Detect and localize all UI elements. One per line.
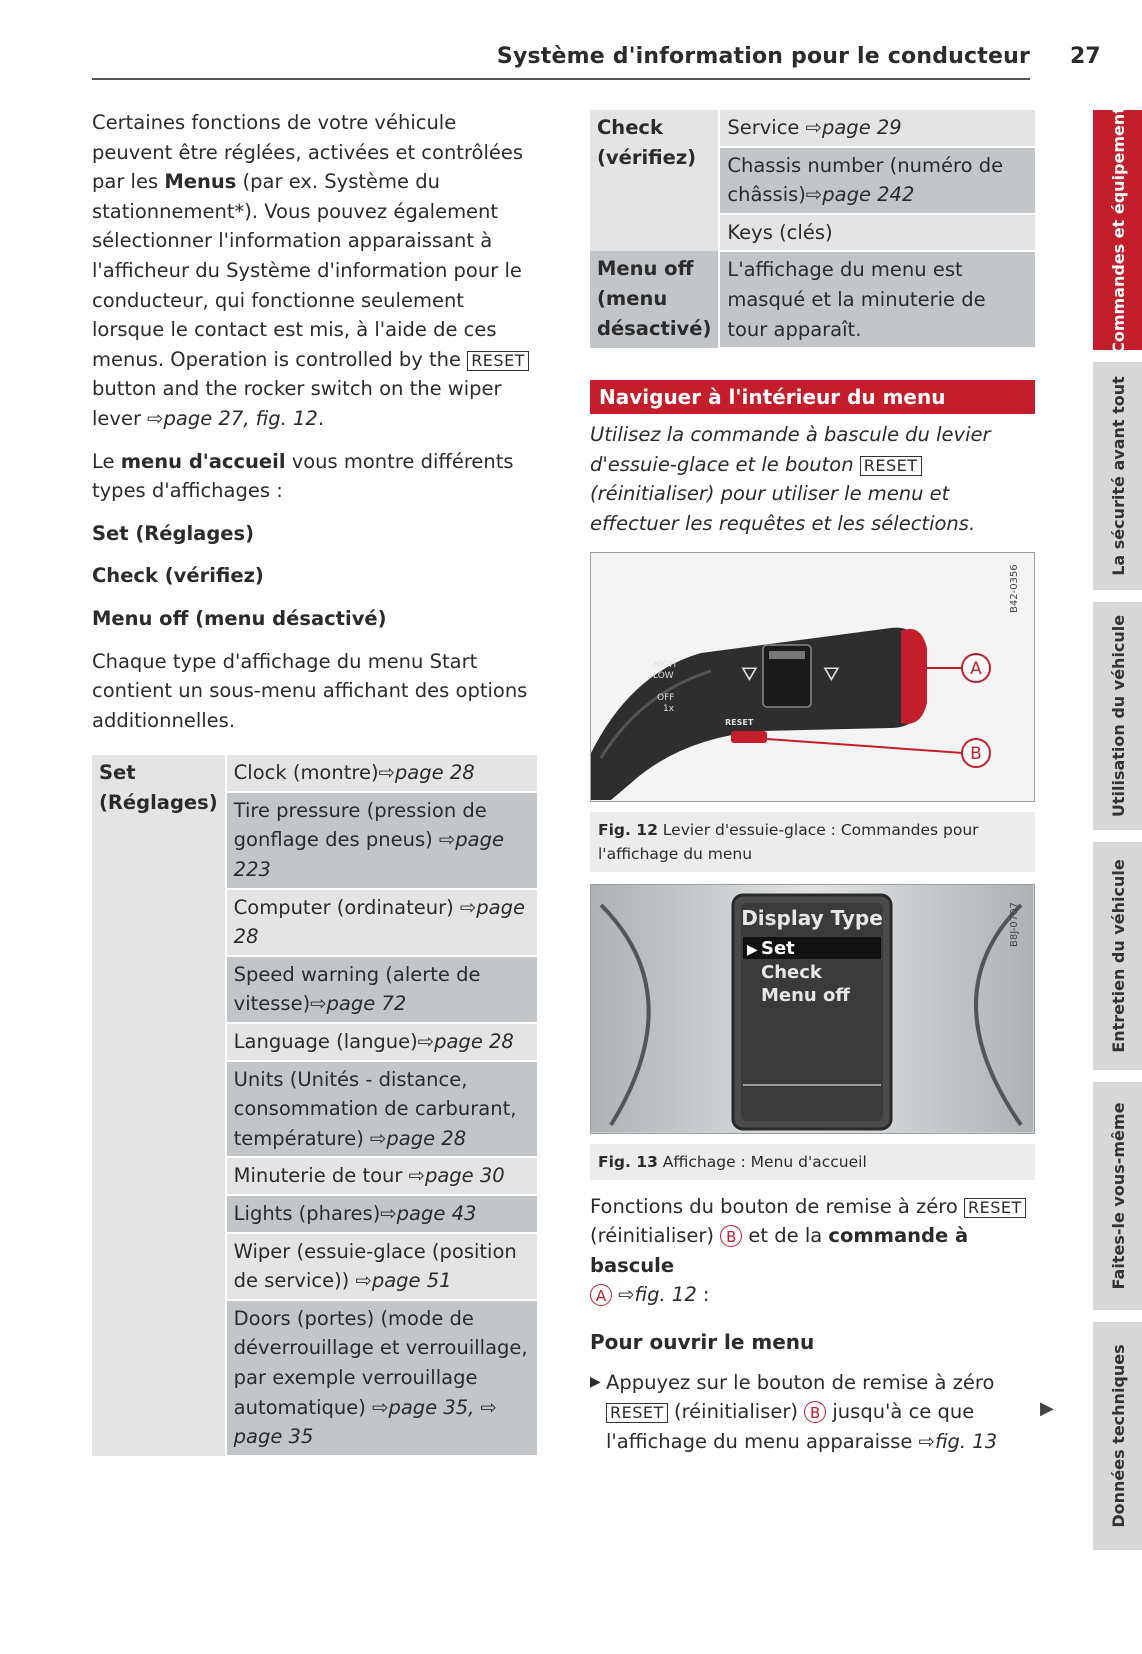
right-column xyxy=(590,110,1035,1469)
table-row: Service ⇨page 29 xyxy=(719,110,1035,147)
tab-entretien[interactable]: Entretien du véhicule xyxy=(1093,842,1142,1070)
display-illustration xyxy=(591,885,1033,1132)
page-number: 27 xyxy=(1070,44,1101,69)
table-row: Wiper (essuie-glace (position de service)) ⇨page 51 xyxy=(226,1233,537,1300)
figure-caption: Fig. 13 Affichage : Menu d'accueil xyxy=(590,1144,1035,1180)
reset-key: RESET xyxy=(964,1198,1026,1218)
page-ref-link[interactable]: page 27, fig. 12 xyxy=(163,406,318,430)
onex-label: 1x xyxy=(663,703,675,714)
table-row: L'affichage du menu est masqué et la minuterie de tour apparaît. xyxy=(719,251,1035,348)
bullet-triangle-icon: ▶ xyxy=(590,1373,601,1390)
nav-intro: Utilisez la commande à bascule du levier d'essuie-glace et le bouton RESET (réinitialiser) pour utiliser le menu et effectuer les requêtes et les sélections. xyxy=(590,423,991,535)
table-row: Minuterie de tour ⇨page 30 xyxy=(226,1157,537,1195)
wiper-lever-illustration xyxy=(591,553,1033,800)
callout-b: B xyxy=(970,743,982,764)
reset-key: RESET xyxy=(860,456,922,476)
menu-off-key: Menu off (menu désactivé) xyxy=(590,251,719,348)
tab-commandes[interactable]: Commandes et équipement xyxy=(1093,110,1142,350)
tab-donnees[interactable]: Données techniques xyxy=(1093,1322,1142,1550)
fig-ref-link[interactable]: fig. 12 xyxy=(634,1283,697,1307)
header-rule xyxy=(92,78,1030,80)
table-row: Chassis number (numéro de châssis)⇨page 242 xyxy=(719,147,1035,214)
callout-a-icon: A xyxy=(590,1284,612,1306)
reset-button-label: RESET xyxy=(725,717,754,727)
svg-text:⛛: ⛛ xyxy=(823,661,840,686)
table-row: Lights (phares)⇨page 43 xyxy=(226,1195,537,1233)
check-table-key: Check (vérifiez) xyxy=(590,110,719,251)
tab-securite[interactable]: La sécurité avant tout xyxy=(1093,362,1142,590)
table-row: Tire pressure (pression de gonflage des pneus) ⇨page 223 xyxy=(226,792,537,889)
figure-wiper-lever xyxy=(590,552,1035,802)
check-options-table xyxy=(590,110,1035,349)
subheading-check: Check (vérifiez) xyxy=(92,564,264,588)
display-item-check: Check xyxy=(761,961,822,983)
table-row: Units (Unités - distance, consommation de carburant, température) ⇨page 28 xyxy=(226,1061,537,1158)
figure-display-type xyxy=(590,884,1035,1134)
functions-paragraph: Fonctions du bouton de remise à zéro RESET (réinitialiser) B et de la commande à bascule A ⇨fig. 12 : xyxy=(590,1192,1035,1310)
table-row: Doors (portes) (mode de déverrouillage et verrouillage, par exemple verrouillage automatique) ⇨page 35, ⇨ page 35 xyxy=(226,1300,537,1456)
table-row: Language (langue)⇨page 28 xyxy=(226,1023,537,1061)
section-heading: Naviguer à l'intérieur du menu xyxy=(590,380,1035,414)
svg-text:▶: ▶ xyxy=(747,941,758,958)
continue-arrow-icon: ▶ xyxy=(1040,1398,1054,1419)
figure-code: B42-0356 xyxy=(1009,563,1020,613)
home-menu-paragraph: Le menu d'accueil vous montre différents types d'affichages : xyxy=(92,449,514,503)
intro-paragraph: Certaines fonctions de votre véhicule peuvent être réglées, activées et contrôlées par les Menus (par ex. Système du stationnement*). Vous pouvez également sélectionner l'information apparaissant à l'afficheur du Système d'information pour le conducteur, qui fonctionne seulement lorsque le contact est mis, à l'aide de ces menus. Operation is controlled by the RESET button and the rocker switch on the wiper lever ⇨page 27, fig. 12. xyxy=(92,108,537,434)
left-column xyxy=(92,108,537,1457)
table-row: Keys (clés) xyxy=(719,214,1035,252)
display-title: Display Type xyxy=(741,905,883,930)
page-header-title: Système d'information pour le conducteur xyxy=(496,44,1030,69)
open-menu-heading: Pour ouvrir le menu xyxy=(590,1329,815,1354)
reset-key: RESET xyxy=(467,351,529,371)
fig-ref-link[interactable]: fig. 13 xyxy=(934,1429,998,1453)
tab-utilisation[interactable]: Utilisation du véhicule xyxy=(1093,602,1142,830)
table-row: Computer (ordinateur) ⇨page 28 xyxy=(226,889,537,956)
callout-b-icon: B xyxy=(804,1401,826,1423)
reset-key: RESET xyxy=(606,1403,668,1423)
set-options-table xyxy=(92,755,537,1456)
display-item-set: Set xyxy=(761,937,795,959)
figure-code: B8J-0707 xyxy=(1009,901,1020,947)
open-menu-step: ▶ Appuyez sur le bouton de remise à zéro RESET (réinitialiser) B jusqu'à ce que l'affichage du menu apparaisse ⇨fig. 13 xyxy=(590,1368,1035,1457)
low-label: LOW xyxy=(653,670,674,681)
subheading-set: Set (Réglages) xyxy=(92,521,255,545)
tab-faites-le[interactable]: Faites-le vous-même xyxy=(1093,1082,1142,1310)
figure-caption: Fig. 12 Levier d'essuie-glace : Commandes pour l'affichage du menu xyxy=(590,812,1035,872)
high-label: HIGH xyxy=(653,659,677,670)
table-row: Speed warning (alerte de vitesse)⇨page 72 xyxy=(226,956,537,1023)
display-item-menu-off: Menu off xyxy=(761,984,850,1006)
table-row: Clock (montre)⇨page 28 xyxy=(226,755,537,792)
callout-b-icon: B xyxy=(720,1225,742,1247)
subheading-menu-off: Menu off (menu désactivé) xyxy=(92,606,387,630)
callout-a: A xyxy=(970,658,982,679)
off-label: OFF xyxy=(657,692,675,703)
submenu-paragraph: Chaque type d'affichage du menu Start contient un sous-menu affichant des options additionnelles. xyxy=(92,649,528,732)
svg-text:⛛: ⛛ xyxy=(741,661,758,686)
set-table-key: Set (Réglages) xyxy=(92,755,226,1455)
